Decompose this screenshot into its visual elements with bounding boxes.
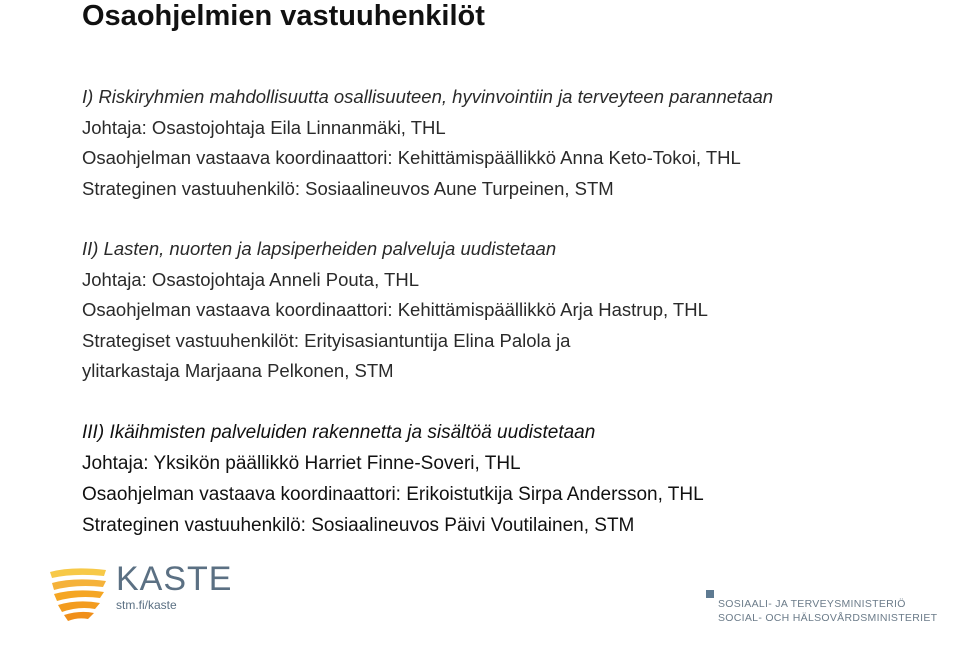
kaste-url: stm.fi/kaste	[116, 598, 177, 612]
section-line: ylitarkastaja Marjaana Pelkonen, STM	[82, 360, 394, 381]
section-3	[82, 417, 942, 541]
section-line: Johtaja: Osastojohtaja Eila Linnanmäki, THL	[82, 116, 446, 138]
section-line: Strateginen vastuuhenkilö: Sosiaalineuvos Aune Turpeinen, STM	[82, 177, 614, 199]
ministry-name-swedish: SOCIAL- OCH HÄLSOVÅRDSMINISTERIET	[718, 612, 938, 624]
section-line: Strateginen vastuuhenkilö: Sosiaalineuvos Päivi Voutilainen, STM	[82, 514, 635, 536]
section-2	[82, 234, 942, 387]
kaste-logo[interactable]	[48, 562, 248, 622]
slide-title: Osaohjelmien vastuuhenkilöt	[82, 0, 485, 32]
section-heading: III) Ikäihmisten palveluiden rakennetta ja sisältöä uudistetaan	[82, 421, 596, 443]
section-line: Osaohjelman vastaava koordinaattori: Kehittämispäällikkö Arja Hastrup, THL	[82, 299, 708, 320]
section-heading: I) Riskiryhmien mahdollisuutta osallisuuteen, hyvinvointiin ja terveyteen parannetaan	[82, 86, 774, 107]
kaste-logo-text: KASTE	[116, 560, 233, 598]
section-line: Johtaja: Yksikön päällikkö Harriet Finne-Soveri, THL	[82, 452, 521, 474]
ministry-square-icon	[706, 590, 714, 598]
section-line: Osaohjelman vastaava koordinaattori: Erikoistutkija Sirpa Andersson, THL	[82, 483, 704, 505]
section-line: Strategiset vastuuhenkilöt: Erityisasiantuntija Elina Palola ja	[82, 329, 571, 351]
section-1	[82, 82, 942, 204]
ministry-logo	[706, 590, 946, 630]
section-heading: II) Lasten, nuorten ja lapsiperheiden palveluja uudistetaan	[82, 238, 557, 259]
section-line: Osaohjelman vastaava koordinaattori: Kehittämispäällikkö Anna Keto-Tokoi, THL	[82, 147, 741, 168]
kaste-wave-icon	[48, 564, 110, 622]
content-area	[82, 82, 942, 571]
section-line: Johtaja: Osastojohtaja Anneli Pouta, THL	[82, 268, 419, 290]
ministry-name-finnish: SOSIAALI- JA TERVEYSMINISTERIÖ	[718, 598, 906, 610]
